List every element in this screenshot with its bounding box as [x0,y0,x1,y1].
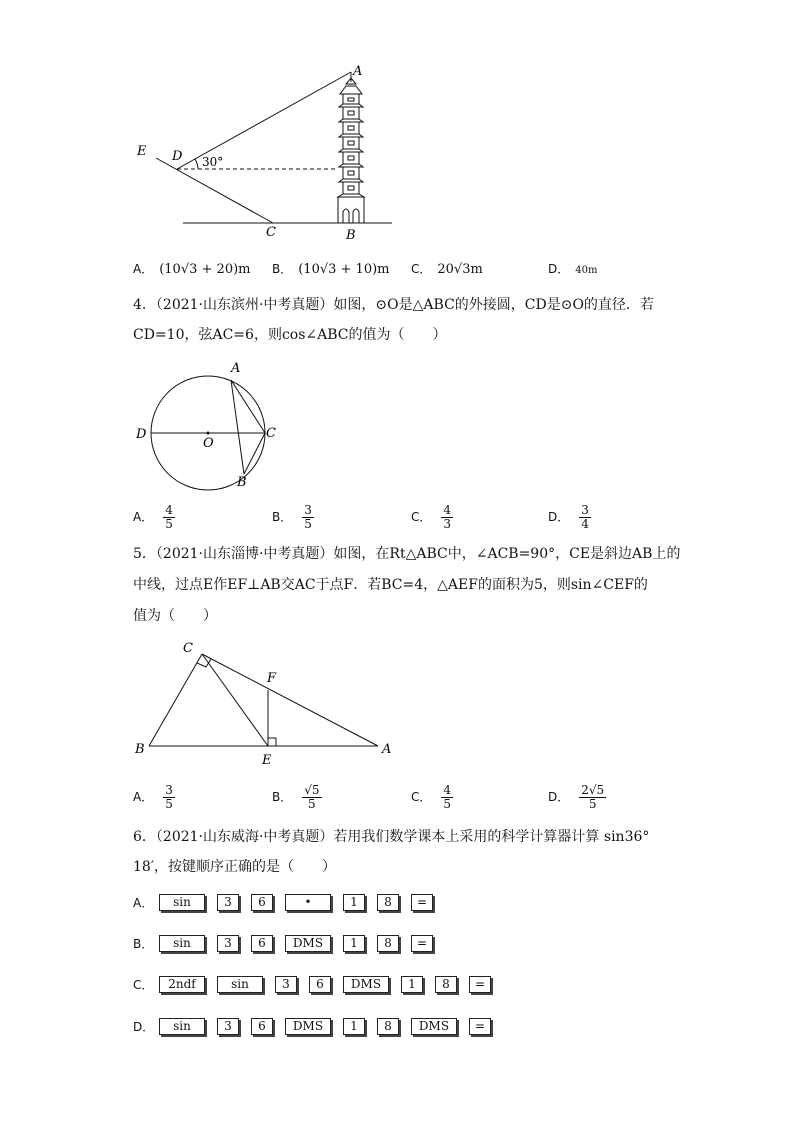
q3-option-c[interactable]: C． 20√3m [411,262,483,277]
q5-option-c[interactable]: C． $\frac{4}{5}$ [411,783,452,811]
q5-option-b[interactable]: B． $\frac{√5}{5}$ [272,783,320,811]
label-A: A [231,361,241,376]
label-B: B [237,475,247,490]
q6-line-2: 18′，按键顺序正确的是（ ） [133,859,336,875]
label-B: B [135,742,145,757]
label-O: O [203,436,214,451]
triangle-figure [125,636,400,766]
key-sin[interactable]: sin [159,894,205,911]
key-3[interactable]: 3 [217,935,239,952]
label-C: C [266,426,276,441]
q3-option-a[interactable]: A． (10√3 + 20)m [133,262,251,277]
key-3[interactable]: 3 [275,976,297,993]
key-equals[interactable]: = [469,976,491,993]
key-3[interactable]: 3 [217,1018,239,1035]
label-B: B [346,228,356,243]
key-dms[interactable]: DMS [411,1018,457,1035]
label-E: E [137,144,147,159]
label-F: F [267,671,277,686]
label-D: D [172,149,183,164]
key-8[interactable]: 8 [377,894,399,911]
key-equals[interactable]: = [411,894,433,911]
key-1[interactable]: 1 [343,935,365,952]
q3-option-b[interactable]: B． (10√3 + 10)m [272,262,390,277]
key-6[interactable]: 6 [251,894,273,911]
label-E: E [262,753,272,766]
key-equals[interactable]: = [469,1018,491,1035]
key-1[interactable]: 1 [343,1018,365,1035]
label-C: C [266,225,276,240]
q6-option-d[interactable]: D． sin 3 6 DMS 1 8 DMS = [133,1018,503,1035]
key-6[interactable]: 6 [309,976,331,993]
q6-line-1: 6．（2021·山东威海·中考真题）若用我们数学课本上采用的科学计算器计算 sin36° [133,829,650,845]
q4-option-a[interactable]: A． $\frac{4}{5}$ [133,503,173,531]
key-8[interactable]: 8 [377,935,399,952]
tower-figure [120,60,420,245]
label-A: A [382,742,392,757]
key-dms[interactable]: DMS [285,1018,331,1035]
key-6[interactable]: 6 [251,1018,273,1035]
key-equals[interactable]: = [411,935,433,952]
q4-line-1: 4．（2021·山东滨州·中考真题）如图，⊙O是△ABC的外接圆，CD是⊙O的直径．若 [133,297,654,313]
key-8[interactable]: 8 [377,1018,399,1035]
q4-option-b[interactable]: B． $\frac{3}{5}$ [272,503,312,531]
label-angle: 30° [202,155,224,169]
circle-figure [130,358,290,493]
q6-option-b[interactable]: B． sin 3 6 DMS 1 8 = [133,935,445,952]
key-8[interactable]: 8 [435,976,457,993]
q3-option-d[interactable]: D． 40m [548,262,598,276]
q5-line-1: 5．（2021·山东淄博·中考真题）如图，在Rt△ABC中，∠ACB=90°，CE是斜边AB上的 [133,546,681,562]
q4-line-2: CD=10，弦AC=6，则cos∠ABC的值为（ ） [133,327,447,343]
key-dms[interactable]: DMS [343,976,389,993]
q5-option-a[interactable]: A． $\frac{3}{5}$ [133,783,173,811]
key-1[interactable]: 1 [343,894,365,911]
label-A: A [353,64,363,79]
key-3[interactable]: 3 [217,894,239,911]
q6-option-a[interactable]: A． sin 3 6 • 1 8 = [133,894,445,911]
q4-option-d[interactable]: D． $\frac{3}{4}$ [548,503,589,531]
q4-option-c[interactable]: C． $\frac{4}{3}$ [411,503,452,531]
key-dot[interactable]: • [285,894,331,911]
key-sin[interactable]: sin [159,935,205,952]
key-6[interactable]: 6 [251,935,273,952]
key-sin[interactable]: sin [159,1018,205,1035]
label-D: D [136,427,147,442]
pagoda-icon [338,72,364,223]
q5-option-d[interactable]: D． $\frac{2√5}{5}$ [548,783,605,811]
key-1[interactable]: 1 [401,976,423,993]
q5-line-3: 值为（ ） [133,608,217,624]
q6-option-c[interactable]: C． 2ndf sin 3 6 DMS 1 8 = [133,976,503,993]
key-dms[interactable]: DMS [285,935,331,952]
q5-line-2: 中线，过点E作EF⊥AB交AC于点F．若BC=4，△AEF的面积为5，则sin∠CEF的 [133,577,648,593]
key-sin[interactable]: sin [217,976,263,993]
label-C: C [183,641,193,656]
key-2ndf[interactable]: 2ndf [159,976,205,993]
